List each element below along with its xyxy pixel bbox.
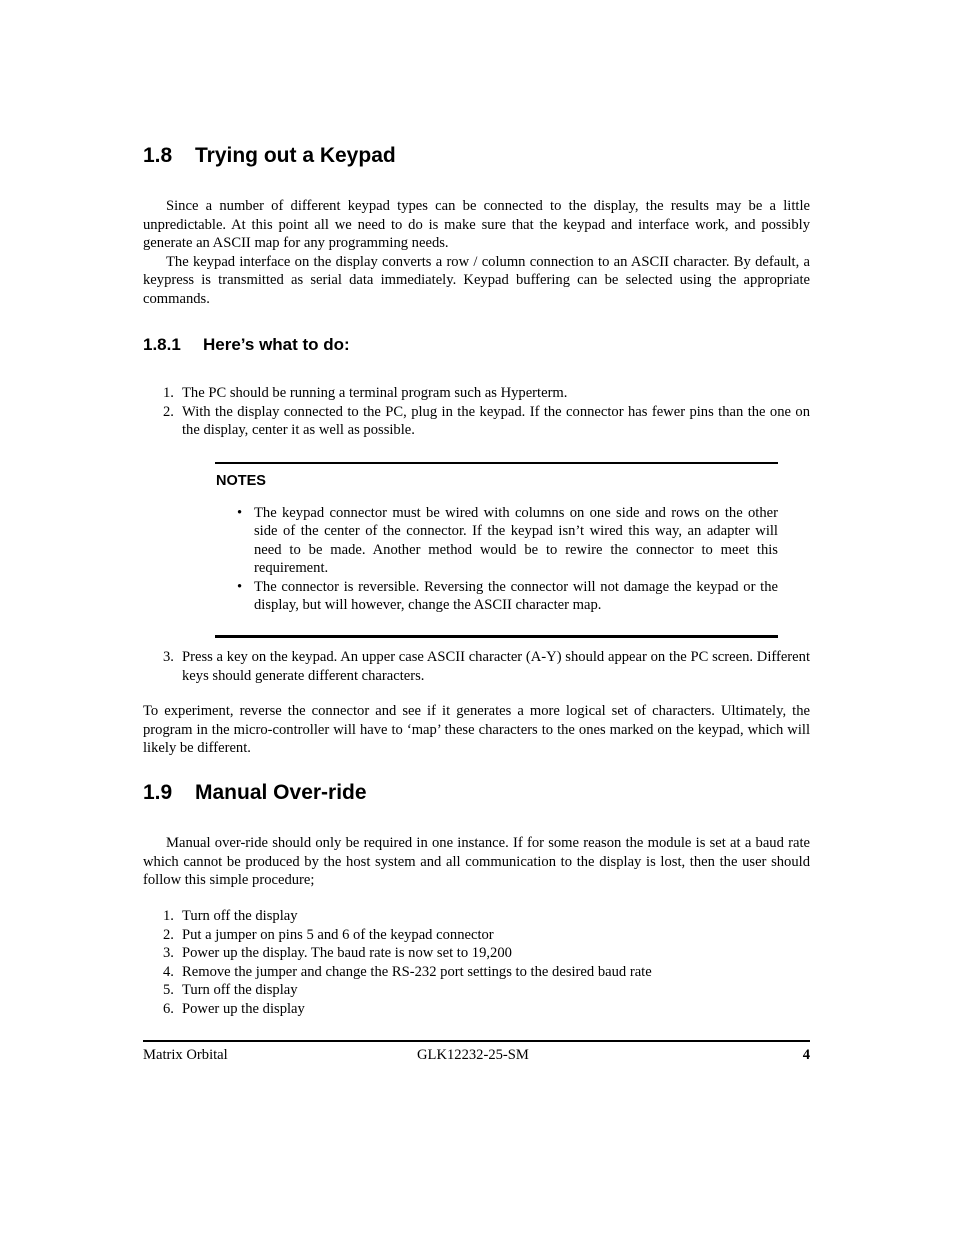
list-text: Power up the display bbox=[182, 1000, 305, 1017]
note-text: The connector is reversible. Reversing the connector will not damage the keypad or the display, but will however, change the ASCII character map. bbox=[254, 578, 778, 613]
list-text: Turn off the display bbox=[182, 908, 298, 924]
notes-box bbox=[215, 462, 778, 638]
subsection-heading-1-8-1 bbox=[143, 334, 350, 356]
section-heading-1-8 bbox=[143, 143, 396, 169]
bullet-icon: • bbox=[237, 578, 243, 595]
list-number: 1. bbox=[163, 385, 174, 401]
list-number: 2. bbox=[163, 926, 174, 943]
section-number: 1.9 bbox=[143, 781, 173, 804]
section-title: Trying out a Keypad bbox=[195, 144, 396, 167]
list-item bbox=[143, 963, 810, 982]
steps-list-continued bbox=[143, 648, 810, 685]
section-number: 1.8 bbox=[143, 144, 173, 167]
list-item bbox=[143, 403, 810, 440]
page-number: 4 bbox=[802, 1047, 810, 1063]
footer-company: Matrix Orbital bbox=[143, 1047, 228, 1063]
page-footer bbox=[143, 1040, 810, 1066]
footer-model: GLK12232-25-SM bbox=[417, 1047, 529, 1063]
list-number: 1. bbox=[163, 908, 174, 924]
section-title: Manual Over-ride bbox=[195, 781, 367, 804]
list-text: Press a key on the keypad. An upper case ASCII character (A-Y) should appear on the PC screen. Different keys should generate different characters. bbox=[182, 649, 810, 684]
paragraph: Manual over-ride should only be required in one instance. If for some reason the module is set at a baud rate which cannot be produced by the host system and all communication to the display is lost, then the user should follow this simple procedure; bbox=[143, 835, 810, 888]
paragraph: To experiment, reverse the connector and see if it generates a more logical set of characters. Ultimately, the program in the micro-controller will have to ‘map’ these characters to the ones marked on the keypad, which will likely be different. bbox=[143, 703, 810, 756]
list-item bbox=[143, 907, 810, 926]
experiment-paragraph-block bbox=[143, 702, 810, 758]
procedure-list bbox=[143, 907, 810, 1018]
section-1-9-body bbox=[143, 834, 810, 890]
list-item bbox=[143, 926, 810, 945]
list-number: 4. bbox=[163, 963, 174, 980]
list-number: 3. bbox=[163, 649, 174, 665]
bullet-icon: • bbox=[237, 504, 243, 521]
list-item bbox=[143, 944, 810, 963]
note-item bbox=[215, 504, 778, 578]
list-item bbox=[143, 981, 810, 1000]
list-number: 2. bbox=[163, 403, 174, 420]
list-text: Put a jumper on pins 5 and 6 of the keypad connector bbox=[182, 926, 494, 943]
list-text: The PC should be running a terminal program such as Hyperterm. bbox=[182, 385, 568, 401]
list-item bbox=[143, 648, 810, 685]
list-text: Power up the display. The baud rate is now set to 19,200 bbox=[182, 945, 512, 961]
steps-list bbox=[143, 384, 810, 440]
list-number: 3. bbox=[163, 945, 174, 961]
list-text: With the display connected to the PC, plug in the keypad. If the connector has fewer pins than the one on the display, center it as well as possible. bbox=[182, 403, 810, 438]
paragraph: Since a number of different keypad types can be connected to the display, the results may be a little unpredictable. At this point all we need to do is make sure that the keypad and interface work, and possibly generate an ASCII map for any programming needs. bbox=[143, 198, 810, 251]
list-text: Remove the jumper and change the RS-232 port settings to the desired baud rate bbox=[182, 963, 652, 980]
list-number: 6. bbox=[163, 1000, 174, 1017]
section-heading-1-9 bbox=[143, 780, 367, 806]
notes-list bbox=[215, 504, 778, 615]
note-text: The keypad connector must be wired with columns on one side and rows on the other side of the center of the connector. If the keypad isn’t wired this way, an adapter will need to be made. Another method would be to rewire the connector to meet this requirement. bbox=[254, 504, 778, 576]
list-text: Turn off the display bbox=[182, 982, 298, 998]
paragraph: The keypad interface on the display converts a row / column connection to an ASCII character. By default, a keypress is transmitted as serial data immediately. Keypad buffering can be selected using the appropriate commands. bbox=[143, 253, 810, 307]
list-number: 5. bbox=[163, 982, 174, 998]
section-1-8-body bbox=[143, 197, 810, 308]
note-item bbox=[215, 578, 778, 615]
subsection-number: 1.8.1 bbox=[143, 335, 181, 354]
list-item bbox=[143, 1000, 810, 1019]
list-item bbox=[143, 384, 810, 403]
notes-title: NOTES bbox=[216, 473, 266, 489]
subsection-title: Here’s what to do: bbox=[203, 335, 350, 354]
